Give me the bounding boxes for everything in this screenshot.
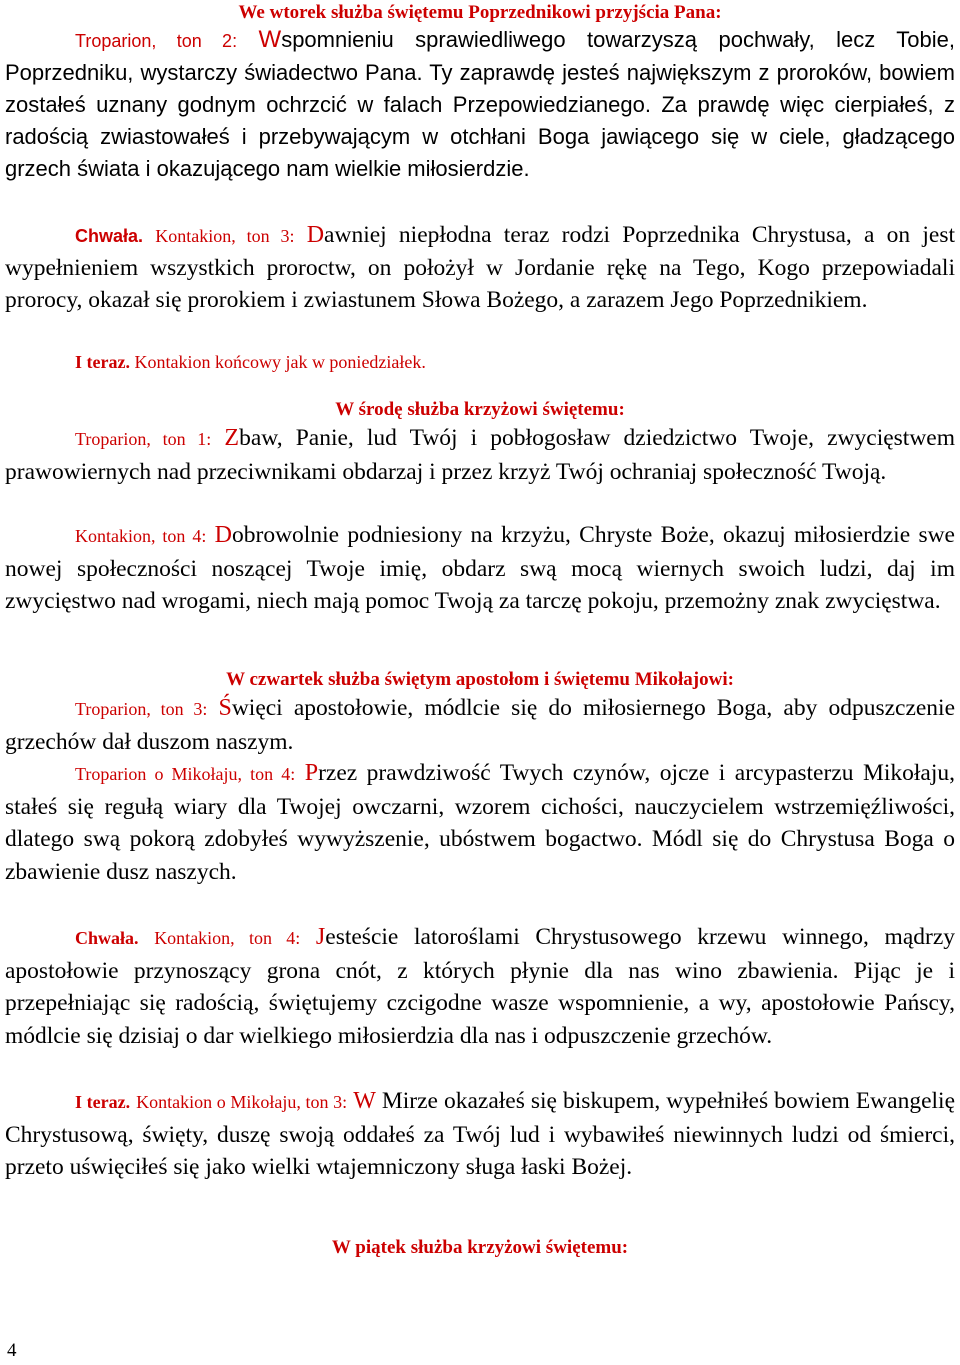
thursday-kontakion-initial: J bbox=[315, 924, 326, 950]
thursday-kontakion-label: Kontakion, ton 4: bbox=[154, 928, 301, 948]
wednesday-troparion-label: Troparion, ton 1: bbox=[75, 429, 212, 449]
thursday-kontakion bbox=[5, 921, 955, 1052]
tuesday-kontakion-text: awniej niepłodna teraz rodzi Poprzednika Chrystusa, a on jest wypełnieniem wszystkich proroctw, on położył w Jordanie rękę na Tego, Kogo przepowiadali prorocy, okazał się prorokiem i zwiastunem Słowa Bożego, a zarazem Jego Poprzednikiem. bbox=[5, 222, 956, 313]
wednesday-kontakion-text: obrowolnie podniesiony na krzyżu, Chryste Boże, okazuj miłosierdzie swe nowej społeczności noszącej Twoje imię, obdarz swą mocą wiernych swoich ludzi, daj im zwycięstwo nad wrogami, niech mają pomoc Twoją za tarczę pokoju, przemożny znak zwycięstwa. bbox=[5, 522, 955, 614]
tuesday-heading: We wtorek służba świętemu Poprzednikowi przyjścia Pana: bbox=[238, 2, 722, 23]
wednesday-troparion-text: baw, Panie, lud Twój i pobłogosław dziedzictwo Twoje, zwycięstwem prawowiernych nad przeciwnikami obdarzaj i przez krzyż Twój ochraniaj społeczność Twoją. bbox=[5, 425, 956, 485]
tuesday-now-label: I teraz. bbox=[75, 352, 130, 372]
page-number: 4 bbox=[7, 1340, 17, 1361]
wednesday-heading: W środę służba krzyżowi świętemu: bbox=[335, 399, 625, 420]
tuesday-troparion-text: spomnieniu sprawiedliwego towarzyszą pochwały, lecz Tobie, Poprzedniku, wystarczy świadectwo Pana. Ty zaprawdę jesteś największym z proroków, bowiem zostałeś uznany godnym ochrzcić w falach Przepowiedzianego. Za prawdę więc cierpiałeś, z radością zwiastowałeś i przebywającym w otchłani Boga jawiącego się w ciele, gładzącego grzech świata i okazującego nam wielkie miłosierdzie. bbox=[5, 27, 955, 181]
tuesday-glory-label: Chwała. bbox=[75, 226, 144, 246]
thursday-kontakion-nicholas-text: Mirze okazałeś się biskupem, wypełniłeś bowiem Ewangelię Chrystusową, święty, duszę swoją oddałeś za Twój lud i wybawiłeś niewinnych ludzi od śmierci, przeto uświęciłeś się jako wielki wtajemniczony sługa łaski Bożej. bbox=[5, 1088, 955, 1180]
wednesday-kontakion bbox=[5, 519, 955, 618]
thursday-glory-label: Chwała. bbox=[75, 928, 139, 948]
thursday-kontakion-nicholas bbox=[5, 1085, 955, 1184]
friday-heading: W piątek służba krzyżowi świętemu: bbox=[331, 1237, 629, 1258]
tuesday-troparion bbox=[5, 24, 955, 185]
wednesday-kontakion-initial: D bbox=[214, 522, 233, 548]
thursday-troparion-nicholas bbox=[5, 757, 955, 888]
thursday-kontakion-nicholas-initial: W bbox=[353, 1088, 376, 1114]
thursday-troparion-nicholas-text: rzez prawdziwość Twych czynów, ojcze i arcypasterzu Mikołaju, stałeś się regułą wiary dla Twojej owczarni, wzorem cichości, nauczycielem wstrzemięźliwości, dlatego swą pokorą zdobyłeś wywyższenie, ubóstwem bogactwo. Módl się do Chrystusa Boga o zbawienie dusz naszych. bbox=[5, 760, 956, 885]
tuesday-kontakion bbox=[5, 219, 955, 316]
tuesday-now-text: Kontakion końcowy jak w poniedziałek. bbox=[134, 352, 426, 372]
thursday-now-label: I teraz. bbox=[75, 1092, 131, 1112]
tuesday-troparion-label: Troparion, ton 2: bbox=[75, 31, 238, 51]
tuesday-troparion-initial: W bbox=[258, 26, 282, 53]
thursday-troparion bbox=[5, 692, 955, 758]
thursday-troparion-initial: Ś bbox=[218, 695, 232, 721]
thursday-kontakion-text: esteście latoroślami Chrystusowego krzewu winnego, mądrzy apostołowie przynoszący grona cnót, z których płynie dla nas wino zbawienia. Pijąc je i przepełniając się radością, świętujemy czcigodne wasze wspomnienie, a wy, apostołowie Pańscy, módlcie się dzisiaj o dar wielkiego miłosierdzia dla nas i odpuszczenie grzechów. bbox=[5, 924, 956, 1049]
wednesday-troparion-initial: Z bbox=[224, 425, 240, 451]
thursday-troparion-nicholas-label: Troparion o Mikołaju, ton 4: bbox=[75, 764, 296, 784]
wednesday-troparion bbox=[5, 422, 955, 488]
thursday-kontakion-nicholas-label: Kontakion o Mikołaju, ton 3: bbox=[136, 1092, 348, 1112]
thursday-troparion-nicholas-initial: P bbox=[304, 760, 319, 786]
thursday-heading: W czwartek służba świętym apostołom i świętemu Mikołajowi: bbox=[226, 669, 734, 690]
thursday-troparion-text: więci apostołowie, módlcie się do miłosiernego Boga, aby odpuszczenie grzechów dał duszom naszym. bbox=[5, 695, 956, 755]
tuesday-kontakion-initial: D bbox=[306, 222, 325, 248]
wednesday-kontakion-label: Kontakion, ton 4: bbox=[75, 526, 207, 546]
tuesday-kontakion-label: Kontakion, ton 3: bbox=[155, 226, 295, 246]
tuesday-now bbox=[75, 351, 955, 373]
thursday-troparion-label: Troparion, ton 3: bbox=[75, 699, 208, 719]
